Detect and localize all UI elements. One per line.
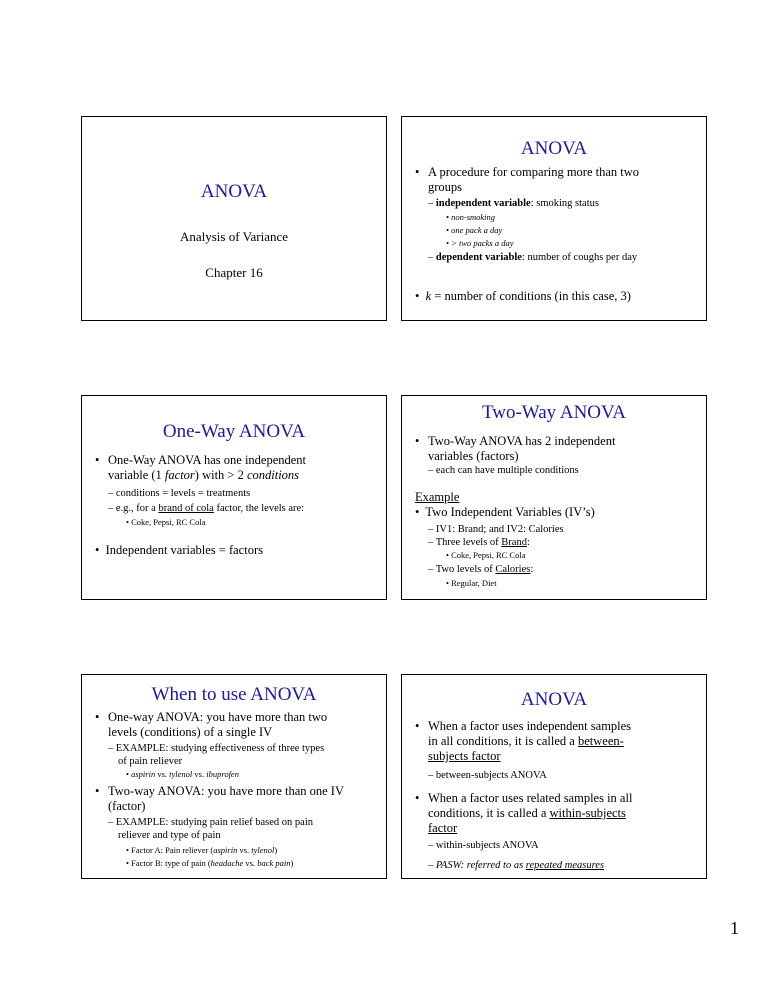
text: tylenol [169,769,193,779]
text: variable (1 [108,468,165,482]
slide-1-title: ANOVA [200,181,268,202]
factor-word: factor [164,468,195,482]
bullet-dot: • [415,434,420,448]
conditions-word: conditions [246,468,300,482]
text: Independent variables = factors [105,543,263,557]
bullet-line: (factor) [108,799,146,813]
brand-word: Brand [501,537,527,548]
level-item: • non-smoking [446,212,496,222]
between-subjects-text: between- [577,734,624,748]
iv-text: : smoking status [530,198,599,209]
text: tylenol [251,845,275,855]
calories-word: Calories [495,564,531,575]
bullet-dot: • [95,710,100,724]
text: conditions, it is called a [428,806,550,820]
text: Two Independent Variables (IV’s) [425,505,595,519]
text: Coke, Pepsi, RC Cola [131,517,206,527]
text: of pain reliever [118,756,183,767]
bullet-dot: • [415,791,420,805]
slide-6 [401,674,707,879]
text: Coke, Pepsi, RC Cola [451,550,526,560]
text: between-subjects ANOVA [435,770,547,781]
slide-5-bullet-1 [108,710,327,740]
text: ibuprofen [206,769,239,779]
text: Two levels of [435,564,496,575]
bullet-line: One-Way ANOVA has one independent [108,453,307,467]
slide-4-bullet-1 [428,434,615,464]
text: each can have multiple conditions [435,465,579,476]
text: PASW: referred to as [435,860,526,871]
slide-3-bullet-1 [108,453,306,483]
slide-2-dv-line: – dependent variable: number of coughs per day [428,252,638,263]
slide-5-bullet-2 [108,784,344,814]
text: vs. [237,845,252,855]
bullet-line: groups [428,180,463,194]
text: Factor A: Pain reliever ( [131,845,214,855]
slide-5-example-1-items: • aspirin vs. tylenol vs. ibuprofen [126,769,239,779]
dv-text: : number of coughs per day [521,252,638,263]
iv-label: independent variable [435,198,531,209]
slide-6-bullet-1 [428,719,631,764]
page-number: 1 [730,918,739,938]
text: vs. [243,858,258,868]
slide-4-cal-levels: • Regular, Diet [446,578,497,588]
slide-5 [81,674,387,879]
level-text: one pack a day [451,225,503,235]
bullet-line: One-way ANOVA: you have more than two [108,710,328,724]
slide-3-title: One-Way ANOVA [162,421,306,442]
text: aspirin [131,769,156,779]
brand-of-cola-text: brand of cola [158,503,214,514]
bullet-line: Two-Way ANOVA has 2 independent [428,434,616,448]
between-subjects-text: subjects factor [428,749,501,763]
level-item: • > two packs a day [446,238,514,248]
within-subjects-text: factor [428,821,458,835]
bullet-dot: • [95,784,100,798]
slide-6-sub-2: – within-subjects ANOVA [428,840,539,851]
slide-4-bullet-2: • Two Independent Variables (IV’s) [415,505,595,519]
bullet-line: A procedure for comparing more than two [428,165,640,179]
slide-4-cal-line: – Two levels of Calories: [428,564,534,575]
k-var: k [425,289,432,303]
slide-6-bullet-2 [428,791,632,836]
text: ) [274,845,278,855]
text: – EXAMPLE: studying effectiveness of three types [108,743,325,754]
text: IV1: Brand; and IV2: Calories [435,524,564,535]
slide-2-k-line: • k = number of conditions (in this case, 3) [415,289,631,303]
bullet-line: Two-way ANOVA: you have more than one IV [108,784,344,798]
slide-4-title: Two-Way ANOVA [481,402,627,423]
slide-5-factor-a: • Factor A: Pain reliever (aspirin vs. tylenol) [126,845,278,855]
slide-1 [81,116,387,321]
text: reliever and type of pain [118,830,221,841]
level-text: > two packs a day [451,238,514,248]
slide-5-example-1 [108,742,324,768]
slide-4-brand-levels: • Coke, Pepsi, RC Cola [446,550,526,560]
slide-5-example-2 [108,816,313,842]
slide-6-title: ANOVA [520,689,588,710]
text: vs. [155,769,170,779]
text: within-subjects ANOVA [435,840,539,851]
slide-2 [401,116,707,321]
text: back pain [257,858,291,868]
bullet-line [108,468,306,483]
bullet-line: levels (conditions) of a single IV [108,725,273,739]
slide-2-bullet-1 [428,165,639,195]
repeated-measures-text: repeated measures [525,860,605,871]
slide-3-sub-3: • Coke, Pepsi, RC Cola [126,517,206,527]
text: EXAMPLE: studying effectiveness of three types [115,743,325,754]
text: Factor B: type of pain ( [131,858,211,868]
slide-1-subtitle: Analysis of Variance [179,229,289,244]
slide-6-sub-1: – between-subjects ANOVA [428,770,547,781]
bullet-line: variables (factors) [428,449,519,463]
slide-2-iv-line: – independent variable: smoking status [428,198,599,209]
level-item: • one pack a day [446,225,503,235]
bullet-dot: • [415,165,420,179]
slide-5-factor-b: • Factor B: type of pain (headache vs. back pain) [126,858,294,868]
slide-4-brand-line: – Three levels of Brand: [428,537,530,548]
level-text: non-smoking [451,212,496,222]
slide-3-sub-1: – conditions = levels = treatments [108,488,251,499]
text: e.g., for a [115,503,159,514]
text: – EXAMPLE: studying pain relief based on pain [108,817,314,828]
slide-1-chapter: Chapter 16 [205,265,263,280]
slide-6-sub-3: – PASW: referred to as repeated measures [428,860,605,871]
slide-4-sub-1: – each can have multiple conditions [428,465,579,476]
text: Regular, Diet [451,578,497,588]
text: headache [210,858,244,868]
example-label: Example [415,490,460,504]
text: ) with > 2 [194,468,247,482]
text: ) [290,858,294,868]
text: EXAMPLE: studying pain relief based on pain [115,817,314,828]
slide-4-iv-line: – IV1: Brand; and IV2: Calories [428,524,564,535]
bullet-line [428,734,631,749]
slide-3-sub-2: – e.g., for a brand of cola factor, the levels are: [108,503,305,514]
bullet-line: When a factor uses independent samples [428,719,632,733]
bullet-dot: • [95,453,100,467]
k-text: = number of conditions (in this case, 3) [431,289,631,303]
dv-label: dependent variable [435,252,522,263]
slide-4 [401,395,707,600]
bullet-line: When a factor uses related samples in all [428,791,633,805]
text: conditions = levels = treatments [115,488,251,499]
bullet-dot: • [415,719,420,733]
text: in all conditions, it is called a [428,734,578,748]
slide-2-title: ANOVA [520,138,588,159]
text: Three levels of [435,537,502,548]
text: vs. [192,769,207,779]
text: aspirin [213,845,238,855]
within-subjects-text: within-subjects [549,806,626,820]
slide-3-bullet-2: • Independent variables = factors [95,543,263,557]
text: factor, the levels are: [213,503,305,514]
slide-5-title: When to use ANOVA [151,684,317,705]
bullet-line [428,806,632,821]
slide-3 [81,395,387,600]
